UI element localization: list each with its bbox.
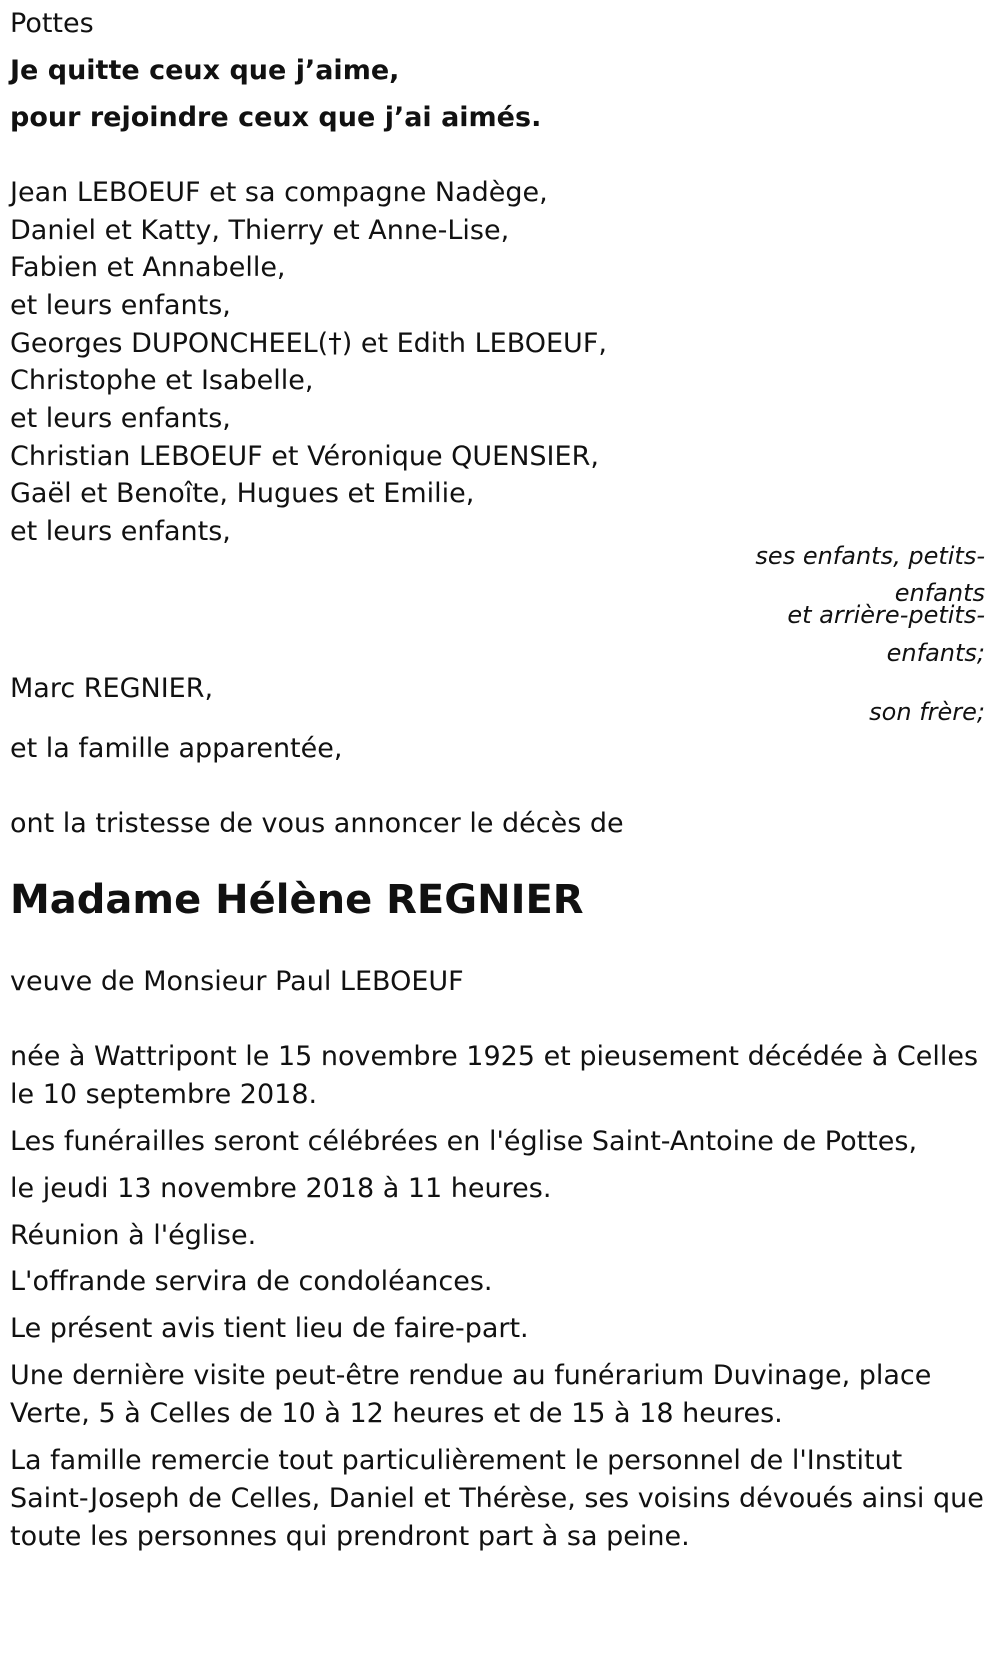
birth-death-paragraph: née à Wattripont le 15 novembre 1925 et pieusement décédée à Celles le 10 septembre 2018. (10, 1041, 979, 1110)
funeral-place: Les funérailles seront célébrées en l'église Saint-Antoine de Pottes, (10, 1126, 918, 1157)
visit-paragraph: Une dernière visite peut-être rendue au funérarium Duvinage, place Verte, 5 à Celles de 10 à 12 heures et de 15 à 18 heures. (10, 1360, 932, 1429)
family-line: Christophe et Isabelle, (10, 365, 314, 396)
thanks-paragraph: La famille remercie tout particulièrement le personnel de l'Institut Saint-Joseph de Celles, Daniel et Thérèse, ses voisins dévoués ainsi que toute les personnes qui prendront part à sa peine. (10, 1445, 984, 1552)
family-line: et leurs enfants, (10, 403, 231, 434)
family-line: Fabien et Annabelle, (10, 252, 286, 283)
widow-of: veuve de Monsieur Paul LEBOEUF (10, 966, 464, 997)
deceased-name: Madame Hélène REGNIER (10, 877, 584, 923)
quote-line-1: Je quitte ceux que j’aime, (10, 55, 400, 86)
family-line: Georges DUPONCHEEL(†) et Edith LEBOEUF, (10, 328, 607, 359)
announcement-text: ont la tristesse de vous annoncer le décès de (10, 808, 624, 839)
offering-info: L'offrande servira de condoléances. (10, 1266, 493, 1297)
quote-line-2: pour rejoindre ceux que j’ai aimés. (10, 102, 542, 133)
notice-info: Le présent avis tient lieu de faire-part. (10, 1313, 529, 1344)
role-brother: son frère; (869, 698, 985, 726)
role-children-line-2: enfants (894, 579, 985, 607)
family-line: et leurs enfants, (10, 290, 231, 321)
family-line: Daniel et Katty, Thierry et Anne-Lise, (10, 215, 510, 246)
meeting-info: Réunion à l'église. (10, 1220, 257, 1251)
role-children-line-3: et arrière-petits- (787, 601, 985, 629)
funeral-date: le jeudi 13 novembre 2018 à 11 heures. (10, 1173, 552, 1204)
role-children-line-1: ses enfants, petits- (755, 542, 985, 570)
obituary-page (10, 0, 985, 1663)
extended-family: et la famille apparentée, (10, 733, 343, 764)
brother-name: Marc REGNIER, (10, 673, 214, 704)
role-children-line-4: enfants; (886, 639, 985, 667)
family-line: Christian LEBOEUF et Véronique QUENSIER, (10, 441, 599, 472)
family-line: Gaël et Benoîte, Hugues et Emilie, (10, 478, 475, 509)
town-name: Pottes (10, 8, 94, 39)
family-line: Jean LEBOEUF et sa compagne Nadège, (10, 177, 548, 208)
family-line: et leurs enfants, (10, 516, 231, 547)
